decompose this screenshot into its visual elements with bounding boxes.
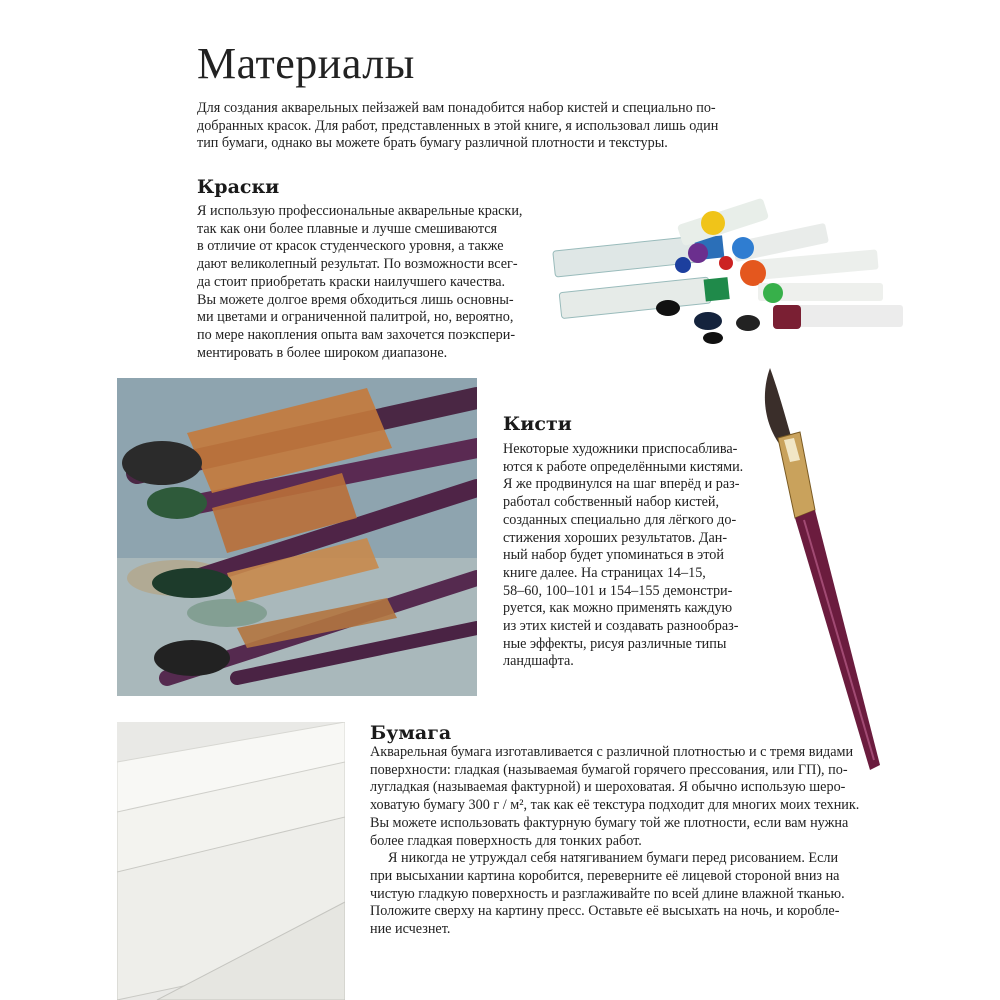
paint-tubes-image <box>548 193 908 353</box>
section-heading-paints: Краски <box>197 176 280 198</box>
text-line: в отличие от красок студенческого уровня, а также <box>197 238 504 255</box>
text-line: работал собственный набор кистей, <box>503 494 720 511</box>
text-line: книге далее. На страницах 14–15, <box>503 564 706 581</box>
text-line: чистую гладкую поверхность и разглаживайте по всей длине влажной тканью. <box>370 885 845 902</box>
text-line: Акварельная бумага изготавливается с различной плотностью и с тремя видами <box>370 744 854 760</box>
text-line: Положите сверху на картину пресс. Оставьте её высыхать на ночь, и коробле- <box>370 903 840 920</box>
text-line: при высыхании картина коробится, переверните её лицевой стороной вниз на <box>370 867 840 884</box>
text-line: ми цветами и ограниченной палитрой, но, вероятно, <box>197 309 514 326</box>
section-heading-brushes: Кисти <box>503 413 572 435</box>
text-line: дают великолепный результат. По возможности всег- <box>197 256 518 273</box>
single-brush-image <box>740 360 910 780</box>
text-line: ются к работе определёнными кистями. <box>503 458 744 475</box>
text-line: Вы можете долгое время обходиться лишь основны- <box>197 291 514 308</box>
text-line: созданных специально для лёгкого до- <box>503 511 737 528</box>
text-line: Для создания акварельных пейзажей вам понадобится набор кистей и специально по- <box>197 100 716 116</box>
page-title: Материалы <box>197 39 415 88</box>
brushes-paragraph <box>503 441 743 671</box>
text-line: добранных красок. Для работ, представленных в этой книге, я использовал лишь один <box>197 117 719 134</box>
text-line: ховатую бумагу 300 г / м², так как её текстура подходит для многих моих техник. <box>370 797 860 814</box>
text-line: руется, как можно применять каждую <box>503 600 733 617</box>
text-line: по мере накопления опыта вам захочется поэкспери- <box>197 326 516 343</box>
text-line: стижения хороших результатов. Дан- <box>503 529 728 546</box>
text-line: 58–60, 100–101 и 154–155 демонстри- <box>503 582 733 599</box>
text-line: Некоторые художники приспосаблива- <box>503 441 738 457</box>
text-line: из этих кистей и создавать разнообраз- <box>503 618 739 635</box>
paper-sheets-photo <box>117 722 345 1000</box>
text-line: ние исчезнет. <box>370 921 451 938</box>
text-line: тип бумаги, однако вы можете брать бумагу различной плотности и текстуры. <box>197 135 668 152</box>
text-line: ландшафта. <box>503 653 574 670</box>
text-line: ные эффекты, рисуя различные типы <box>503 635 727 652</box>
paper-paragraph <box>370 744 859 939</box>
section-heading-paper: Бумага <box>370 722 452 744</box>
text-line: Вы можете использовать фактурную бумагу той же плотности, если вам нужна <box>370 814 849 831</box>
text-line: да стоит приобретать краски наилучшего качества. <box>197 273 506 290</box>
text-line: так как они более плавные и лучше смешиваются <box>197 220 498 237</box>
text-line: Я использую профессиональные акварельные краски, <box>197 203 523 219</box>
text-line: Я никогда не утруждал себя натягиванием бумаги перед рисованием. Если <box>388 850 839 867</box>
text-line: более гладкая поверхность для тонких работ. <box>370 832 642 849</box>
text-line: поверхности: гладкая (называемая бумагой горячего прессования, или ГП), по- <box>370 761 848 778</box>
text-line: лугладкая (называемая фактурной) и шероховатая. Я обычно использую шеро- <box>370 779 846 796</box>
text-line: ный набор будет упоминаться в этой <box>503 547 724 564</box>
brushes-photo <box>117 378 477 696</box>
paints-paragraph <box>197 203 522 362</box>
intro-paragraph <box>197 100 718 153</box>
text-line: ментировать в более широком диапазоне. <box>197 344 448 361</box>
text-line: Я же продвинулся на шаг вперёд и раз- <box>503 476 740 493</box>
